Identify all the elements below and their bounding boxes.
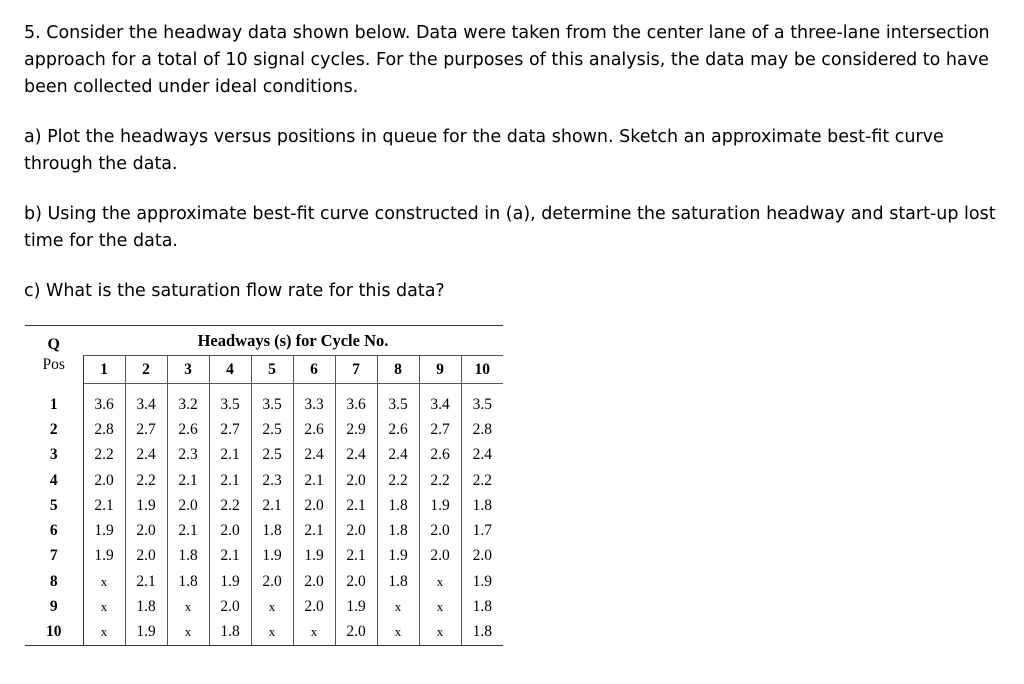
question-part-b: b) Using the approximate best-fit curve constructed in (a), determine the saturation headway and start-up lost time for the data. xyxy=(24,204,996,251)
headway-cell: 1.8 xyxy=(125,594,167,619)
queue-position-cell: 9 xyxy=(49,598,58,616)
headway-cell: 2.1 xyxy=(251,493,293,518)
headway-cell: 1.8 xyxy=(209,620,251,646)
headway-cell: 1.9 xyxy=(125,493,167,518)
cycle-header-7: 7 xyxy=(335,356,377,384)
headway-cell: 3.3 xyxy=(293,392,335,417)
table-body xyxy=(25,384,503,646)
headway-cell: 2.7 xyxy=(125,417,167,442)
headway-cell: 3.4 xyxy=(419,392,461,417)
headway-cell: 2.1 xyxy=(209,468,251,493)
headway-cell: 2.0 xyxy=(335,620,377,646)
headway-cell: 1.8 xyxy=(461,620,503,646)
headway-cell: 2.7 xyxy=(419,417,461,442)
spacer-row xyxy=(25,384,503,393)
headway-cell: 3.5 xyxy=(377,392,419,417)
headway-cell: 2.0 xyxy=(419,518,461,543)
headway-cell: 2.0 xyxy=(419,544,461,569)
headway-cell: x xyxy=(167,594,209,619)
cycle-header-8: 8 xyxy=(377,356,419,384)
headway-cell: 2.4 xyxy=(335,443,377,468)
table-row xyxy=(25,493,503,518)
headway-cell: 2.0 xyxy=(209,518,251,543)
pos-label: Pos xyxy=(42,355,65,373)
headway-cell: 2.0 xyxy=(335,518,377,543)
headway-cell: 2.8 xyxy=(83,417,125,442)
queue-position-cell: 10 xyxy=(25,620,83,646)
headway-cell: 2.6 xyxy=(377,417,419,442)
headway-cell: 2.3 xyxy=(251,468,293,493)
cycle-header-1: 1 xyxy=(83,356,125,384)
headway-cell: 2.0 xyxy=(125,518,167,543)
question-part-c: c) What is the saturation flow rate for this data? xyxy=(24,281,445,301)
headway-cell: 2.0 xyxy=(293,493,335,518)
table-title: Headways (s) for Cycle No. xyxy=(83,326,503,356)
headway-cell: 2.1 xyxy=(83,493,125,518)
headway-cell: 1.9 xyxy=(293,544,335,569)
question-intro: 5. Consider the headway data shown below. Data were taken from the center lane of a three-lane intersection approach for a total of 10 signal cycles. For the purposes of this analysis, the data may be considered to have been collected under ideal conditions. xyxy=(24,23,990,97)
table-row xyxy=(25,417,503,442)
headway-cell: 3.2 xyxy=(167,392,209,417)
headway-cell: 2.1 xyxy=(125,569,167,594)
headway-cell: 1.9 xyxy=(83,544,125,569)
headway-cell: 1.7 xyxy=(461,518,503,543)
headway-cell: 2.2 xyxy=(377,468,419,493)
headway-cell: 1.9 xyxy=(377,544,419,569)
headway-cell: 1.9 xyxy=(335,594,377,619)
table-row xyxy=(25,518,503,543)
headway-cell: x xyxy=(419,620,461,646)
headway-cell: 2.8 xyxy=(461,417,503,442)
headway-cell: 3.6 xyxy=(83,392,125,417)
cycle-header-10: 10 xyxy=(461,356,503,384)
headway-cell: 1.9 xyxy=(83,518,125,543)
headway-cell: 1.8 xyxy=(461,493,503,518)
headway-cell: 2.2 xyxy=(419,468,461,493)
headway-cell: x xyxy=(83,620,125,646)
headway-cell: 2.2 xyxy=(83,443,125,468)
headway-cell: 2.2 xyxy=(209,493,251,518)
headway-cell: 2.0 xyxy=(125,544,167,569)
queue-position-cell: 5 xyxy=(49,496,58,514)
headway-cell: 2.5 xyxy=(251,443,293,468)
headway-cell: 2.4 xyxy=(125,443,167,468)
q-label: Q xyxy=(47,335,60,353)
queue-position-cell: 4 xyxy=(49,471,58,489)
headway-cell: 2.6 xyxy=(293,417,335,442)
headway-cell: 2.0 xyxy=(461,544,503,569)
headway-cell: x xyxy=(83,569,125,594)
headway-cell: 1.8 xyxy=(377,493,419,518)
headway-cell: 1.8 xyxy=(167,544,209,569)
headway-cell: 2.1 xyxy=(335,544,377,569)
question-part-a: a) Plot the headways versus positions in queue for the data shown. Sketch an approximate best-fit curve through the data. xyxy=(24,127,944,174)
headway-cell: 3.6 xyxy=(335,392,377,417)
headway-cell: 2.6 xyxy=(167,417,209,442)
headway-cell: 2.0 xyxy=(83,468,125,493)
headway-cell: 2.4 xyxy=(293,443,335,468)
queue-position-cell: 6 xyxy=(49,522,58,540)
headway-cell: x xyxy=(251,620,293,646)
table-row xyxy=(25,468,503,493)
headway-cell: 2.0 xyxy=(167,493,209,518)
headway-cell: 1.9 xyxy=(209,569,251,594)
headway-cell: 1.9 xyxy=(251,544,293,569)
headway-cell: 3.5 xyxy=(461,392,503,417)
queue-position-cell: 2 xyxy=(49,420,58,438)
headway-cell: 1.9 xyxy=(419,493,461,518)
queue-position-header xyxy=(25,326,83,384)
headway-cell: 2.1 xyxy=(167,468,209,493)
headway-cell: 2.1 xyxy=(335,493,377,518)
cycle-header-4: 4 xyxy=(209,356,251,384)
headway-cell: 2.9 xyxy=(335,417,377,442)
queue-position-cell: 3 xyxy=(49,446,58,464)
headway-cell: 2.6 xyxy=(419,443,461,468)
headway-cell: 2.7 xyxy=(209,417,251,442)
headway-table-container xyxy=(25,325,503,646)
cycle-header-5: 5 xyxy=(251,356,293,384)
headway-cell: 1.9 xyxy=(461,569,503,594)
headway-cell: 2.1 xyxy=(293,518,335,543)
headway-cell: 2.5 xyxy=(251,417,293,442)
headway-cell: 2.0 xyxy=(209,594,251,619)
headway-cell: 2.1 xyxy=(209,544,251,569)
headway-cell: x xyxy=(251,594,293,619)
headway-cell: x xyxy=(377,594,419,619)
headway-cell: 2.4 xyxy=(377,443,419,468)
headway-cell: 2.0 xyxy=(335,468,377,493)
queue-position-cell: 8 xyxy=(49,572,58,590)
headway-cell: x xyxy=(167,620,209,646)
table-row xyxy=(25,443,503,468)
table-row xyxy=(25,569,503,594)
headway-cell: 2.1 xyxy=(293,468,335,493)
cycle-header-9: 9 xyxy=(419,356,461,384)
cycle-header-row xyxy=(25,356,503,384)
headway-cell: 2.2 xyxy=(125,468,167,493)
headway-cell: 1.8 xyxy=(461,594,503,619)
headway-cell: 3.5 xyxy=(209,392,251,417)
headway-cell: x xyxy=(83,594,125,619)
cycle-header-6: 6 xyxy=(293,356,335,384)
headway-cell: 2.1 xyxy=(167,518,209,543)
headway-cell: 2.0 xyxy=(293,594,335,619)
headway-cell: x xyxy=(419,594,461,619)
headway-cell: 3.4 xyxy=(125,392,167,417)
headway-cell: 3.5 xyxy=(251,392,293,417)
headway-cell: 2.0 xyxy=(293,569,335,594)
headway-cell: 1.8 xyxy=(377,518,419,543)
headway-cell: x xyxy=(293,620,335,646)
headway-cell: 2.3 xyxy=(167,443,209,468)
table-row xyxy=(25,544,503,569)
headway-cell: x xyxy=(419,569,461,594)
headway-cell: 2.2 xyxy=(461,468,503,493)
table-row xyxy=(25,594,503,619)
headway-cell: x xyxy=(377,620,419,646)
headway-cell: 2.0 xyxy=(251,569,293,594)
headway-cell: 1.8 xyxy=(377,569,419,594)
headway-table xyxy=(25,325,503,646)
headway-cell: 2.0 xyxy=(335,569,377,594)
headway-cell: 1.8 xyxy=(167,569,209,594)
table-row xyxy=(25,392,503,417)
table-row xyxy=(25,620,503,646)
headway-cell: 2.4 xyxy=(461,443,503,468)
cycle-header-2: 2 xyxy=(125,356,167,384)
headway-cell: 2.1 xyxy=(209,443,251,468)
queue-position-cell: 1 xyxy=(49,395,58,413)
headway-cell: 1.8 xyxy=(251,518,293,543)
cycle-header-3: 3 xyxy=(167,356,209,384)
headway-cell: 1.9 xyxy=(125,620,167,646)
queue-position-cell: 7 xyxy=(49,547,58,565)
